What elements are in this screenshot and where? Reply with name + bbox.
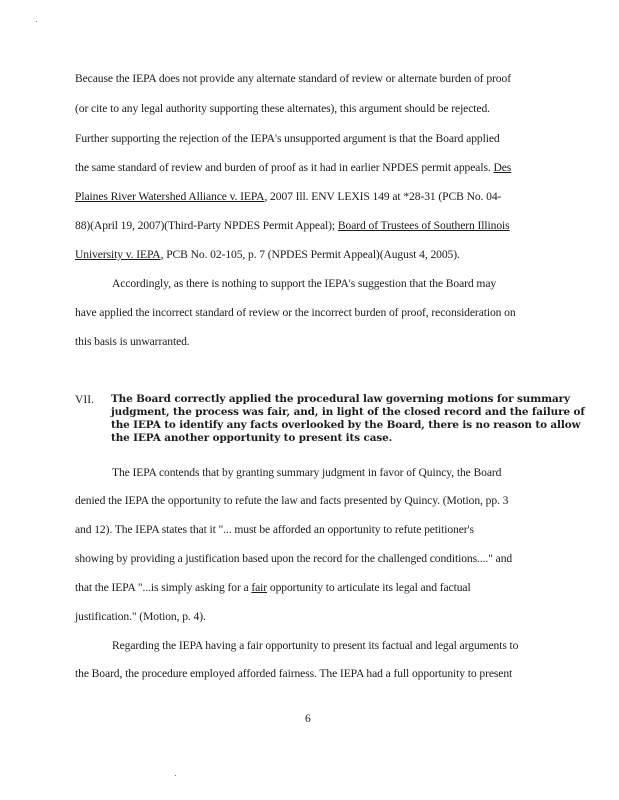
para3-line4: showing by providing a justification based upon the record for the challenged conditions...." and	[75, 552, 513, 565]
para1-line5	[75, 190, 501, 204]
para3-line5	[75, 581, 471, 595]
para1-line5-text: , 2007 Ill. ENV LEXIS 149 at *28-31 (PCB No. 04-	[264, 190, 502, 203]
para1-line6-text: 88)(April 19, 2007)(Third-Party NPDES Permit Appeal);	[75, 219, 336, 232]
emphasized-word-fair: fair	[251, 581, 268, 594]
para1-line4	[75, 161, 511, 175]
section-heading-line1: The Board correctly applied the procedural law governing motions for summary	[111, 393, 570, 405]
para2-line1: Accordingly, as there is nothing to support the IEPA's suggestion that the Board may	[112, 277, 497, 290]
case-citation-university: University v. IEPA	[75, 248, 161, 261]
scan-speck	[36, 21, 37, 22]
para3-line1: The IEPA contends that by granting summary judgment in favor of Quincy, the Board	[112, 466, 502, 479]
section-heading-line2: judgment, the process was fair, and, in light of the closed record and the failure of	[111, 405, 585, 418]
section-number: VII.	[75, 393, 94, 406]
para1-line4-text: the same standard of review and burden of proof as it had in earlier NPDES permit appeals.	[75, 161, 491, 174]
section-heading-line3: the IEPA to identify any facts overlooked by the Board, there is no reason to allow	[111, 418, 581, 431]
para1-line2: (or cite to any legal authority supporting these alternates), this argument should be rejected.	[75, 102, 490, 115]
page-number: 6	[305, 712, 311, 725]
para3-line6: justification." (Motion, p. 4).	[75, 610, 206, 623]
para1-line7-text: , PCB No. 02-105, p. 7 (NPDES Permit Appeal)(August 4, 2005).	[160, 248, 460, 261]
section-heading-line4: the IEPA another opportunity to present its case.	[111, 431, 393, 444]
case-citation-des-plaines: Des	[493, 161, 512, 174]
case-citation-board-of-trustees: Board of Trustees of Southern Illinois	[337, 219, 510, 232]
scan-speck	[175, 775, 176, 776]
para2-line2: have applied the incorrect standard of review or the incorrect burden of proof, reconsideration on	[75, 306, 516, 319]
para1-line7	[75, 248, 460, 262]
para4-line1: Regarding the IEPA having a fair opportunity to present its factual and legal arguments to	[112, 639, 519, 652]
section-heading	[111, 393, 585, 445]
para3-line2: denied the IEPA the opportunity to refute the law and facts presented by Quincy. (Motion, pp. 3	[75, 494, 509, 507]
para3-line3: and 12). The IEPA states that it "... must be afforded an opportunity to refute petitioner's	[75, 523, 474, 536]
para1-line6	[75, 219, 510, 233]
para2-line3: this basis is unwarranted.	[75, 335, 190, 348]
para1-line1: Because the IEPA does not provide any alternate standard of review or alternate burden of proof	[75, 72, 511, 85]
para1-line3: Further supporting the rejection of the IEPA's unsupported argument is that the Board applied	[75, 132, 500, 145]
para3-line5-text: that the IEPA "...is simply asking for a	[75, 581, 249, 594]
para4-line2: the Board, the procedure employed afforded fairness. The IEPA had a full opportunity to present	[75, 667, 513, 680]
para3-line5-text-end: opportunity to articulate its legal and factual	[269, 581, 471, 594]
case-citation-des-plaines-cont: Plaines River Watershed Alliance v. IEPA	[75, 190, 265, 203]
